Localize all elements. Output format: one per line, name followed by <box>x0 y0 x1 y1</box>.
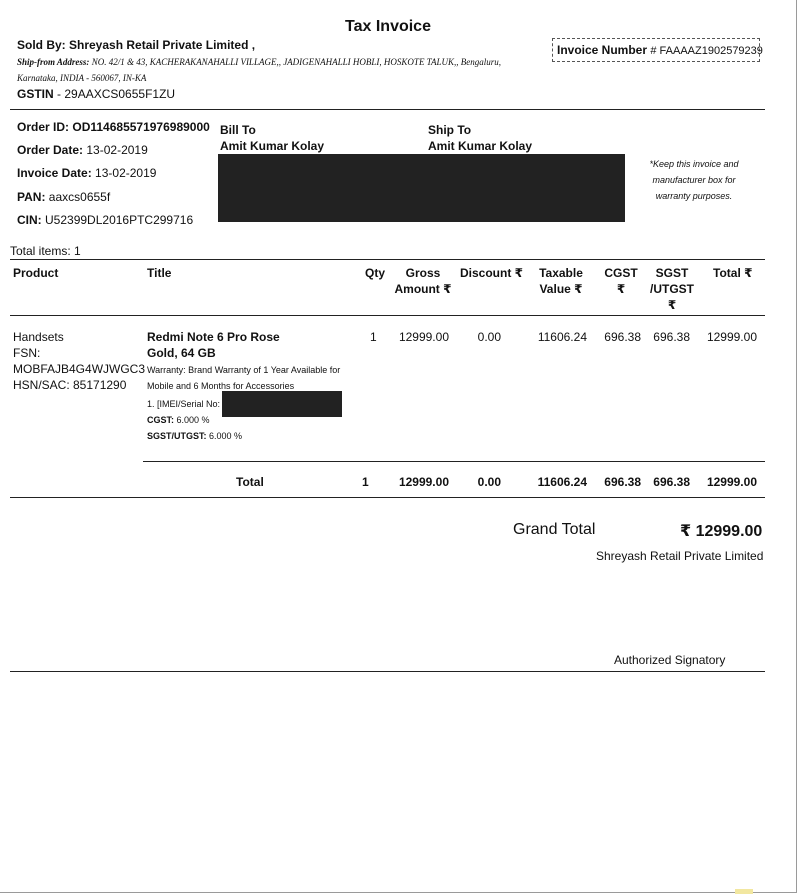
pan <box>17 190 110 204</box>
sgst-rate-value: 6.000 % <box>209 431 243 441</box>
order-date <box>17 143 148 157</box>
ship-to-name: Amit Kumar Kolay <box>428 139 533 153</box>
totals-discount: 0.00 <box>477 475 501 489</box>
item-bottom-rule <box>143 461 765 462</box>
item-title-line1: Redmi Note 6 Pro Rose <box>147 330 280 344</box>
redacted-address <box>218 154 625 222</box>
header-taxable-line2: Value ₹ <box>539 282 583 296</box>
product-hsn: HSN/SAC: 85171290 <box>13 378 127 392</box>
redacted-imei <box>222 391 342 417</box>
totals-cgst: 696.38 <box>604 475 641 489</box>
header-discount: Discount ₹ <box>460 266 524 280</box>
order-date-value: 13-02-2019 <box>86 143 148 157</box>
document-title: Tax Invoice <box>345 18 431 35</box>
header-gross-line2: Amount ₹ <box>394 282 452 296</box>
header-title: Title <box>147 266 172 280</box>
item-title-line2: Gold, 64 GB <box>147 346 216 360</box>
cgst-rate-label: CGST: <box>147 415 174 425</box>
header-sgst-line2: /UTGST <box>650 282 694 296</box>
totals-total: 12999.00 <box>706 475 757 489</box>
bill-to-label: Bill To <box>220 123 256 137</box>
gstin <box>17 87 175 101</box>
order-date-label: Order Date: <box>17 143 84 157</box>
table-top-rule <box>10 259 765 260</box>
header-sgst-line3: ₹ <box>667 298 677 312</box>
gstin-value: - 29AAXCS0655F1ZU <box>57 87 176 101</box>
cgst-rate-value: 6.000 % <box>176 415 210 425</box>
order-id-label: Order ID: <box>17 120 70 134</box>
item-discount: 0.00 <box>477 330 501 344</box>
ship-from-text: NO. 42/1 & 43, KACHERAKANAHALLI VILLAGE,, JADIGENAHALLI HOBLI, HOSKOTE TALUK,, Bengaluru, Karnataka, INDIA - 560067, IN-KA <box>17 57 502 83</box>
item-gross: 12999.00 <box>398 330 449 344</box>
header-sgst-line1: SGST <box>655 266 689 280</box>
cgst-rate <box>147 412 210 428</box>
total-items: Total items: 1 <box>10 244 81 258</box>
order-id-value: OD114685571976989000 <box>72 120 210 134</box>
header-total: Total ₹ <box>713 266 753 280</box>
sgst-rate <box>147 428 242 444</box>
invoice-number-label: Invoice Number <box>557 43 648 57</box>
invoice-number-box <box>552 38 763 62</box>
header-product: Product <box>13 266 59 280</box>
cin-label: CIN: <box>17 213 42 227</box>
sgst-rate-label: SGST/UTGST: <box>147 431 207 441</box>
header-qty: Qty <box>365 266 386 280</box>
ship-from-label: Ship-from Address: <box>17 57 90 67</box>
product-category: Handsets <box>13 330 64 344</box>
ship-to-label: Ship To <box>428 123 472 137</box>
grand-total-label: Grand Total <box>513 521 596 538</box>
invoice-date-label: Invoice Date: <box>17 166 92 180</box>
viewer-corner-marker <box>735 889 753 894</box>
table-bottom-rule <box>10 497 765 498</box>
item-taxable: 11606.24 <box>537 330 587 344</box>
warranty-note: *Keep this invoice and manufacturer box for warranty purposes. <box>649 159 739 201</box>
item-cgst: 696.38 <box>604 330 641 344</box>
divider <box>10 109 765 110</box>
invoice-number-value: # FAAAAZ1902579239 <box>650 45 763 57</box>
product-fsn: MOBFAJB4G4WJWGC3 <box>13 362 146 376</box>
header-taxable-value <box>532 265 590 297</box>
item-title <box>147 329 280 361</box>
authorized-signatory: Authorized Signatory <box>614 653 726 667</box>
totals-gross: 12999.00 <box>398 475 449 489</box>
totals-label: Total <box>236 475 264 489</box>
pan-label: PAN: <box>17 190 46 204</box>
imei-label: 1. [IMEI/Serial No: <box>147 399 221 409</box>
item-sgst: 696.38 <box>653 330 690 344</box>
totals-qty: 1 <box>362 475 369 489</box>
header-gross-line1: Gross <box>405 266 441 280</box>
order-id <box>17 120 210 134</box>
invoice-date-value: 13-02-2019 <box>95 166 157 180</box>
signature-rule <box>10 671 765 672</box>
header-cgst-line2: ₹ <box>616 282 626 296</box>
gstin-label: GSTIN <box>17 87 54 101</box>
product-fsn-label: FSN: <box>13 346 41 360</box>
item-qty: 1 <box>370 330 377 344</box>
warranty-line1: Warranty: Brand Warranty of 1 Year Available for <box>147 365 341 375</box>
product-cell <box>13 329 145 393</box>
header-cgst-line1: CGST <box>604 266 638 280</box>
header-cgst <box>600 265 642 297</box>
totals-taxable: 11606.24 <box>537 475 587 489</box>
grand-total-company: Shreyash Retail Private Limited <box>596 549 764 563</box>
grand-total-value: ₹ 12999.00 <box>680 523 763 540</box>
header-gross-amount <box>392 265 454 297</box>
pan-value: aaxcs0655f <box>48 190 111 204</box>
ship-from-address <box>17 54 537 86</box>
seller-name: Sold By: Shreyash Retail Private Limited , <box>17 38 256 52</box>
item-total: 12999.00 <box>706 330 757 344</box>
warranty-line2: Mobile and 6 Months for Accessories <box>147 381 295 391</box>
totals-sgst: 696.38 <box>653 475 690 489</box>
header-sgst <box>646 265 698 313</box>
bill-to-name: Amit Kumar Kolay <box>220 139 325 153</box>
header-bottom-rule <box>10 315 765 316</box>
cin-value: U52399DL2016PTC299716 <box>45 213 194 227</box>
cin <box>17 213 193 227</box>
header-taxable-line1: Taxable <box>539 266 583 280</box>
invoice-date <box>17 166 156 180</box>
item-warranty <box>147 362 340 394</box>
